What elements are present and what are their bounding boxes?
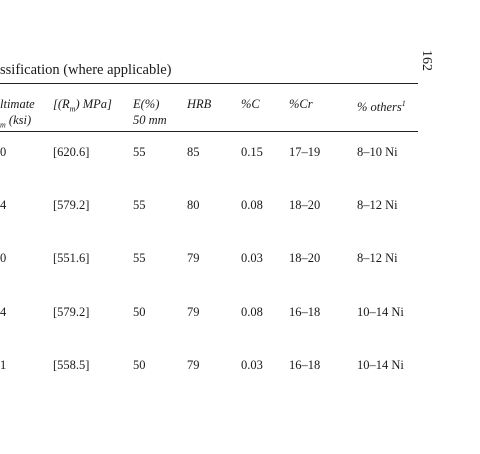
row1-ksi: 0 [0,145,7,159]
row3-others: 8–12 Ni [357,251,398,265]
header-elongation-line2: 50 mm [133,113,167,127]
row5-ksi: 1 [0,358,7,372]
row4-hrb: 79 [187,305,200,319]
row5-carbon: 0.03 [241,358,263,372]
header-others [357,96,406,115]
row2-ksi: 4 [0,198,7,212]
header-bottom-rule [0,131,418,132]
row4-carbon: 0.08 [241,305,263,319]
row1-hrb: 85 [187,145,200,159]
header-rm-sub: m [69,104,76,114]
row5-mpa: [558.5] [53,358,90,372]
header-carbon: %C [241,97,260,111]
page-number: 162 [419,50,434,71]
header-elongation-line1: E(%) [133,97,160,111]
header-ultimate-ksi [0,96,35,134]
row1-others: 8–10 Ni [357,145,398,159]
header-chromium: %Cr [289,97,313,111]
row3-mpa: [551.6] [53,251,90,265]
header-ultimate-sub: m [0,120,6,130]
row3-chromium: 18–20 [289,251,321,265]
header-rm-mpa [53,96,112,118]
row4-others: 10–14 Ni [357,305,404,319]
row3-carbon: 0.03 [241,251,263,265]
header-others-label: % others [357,100,402,115]
row4-mpa: [579.2] [53,305,90,319]
row1-mpa: [620.6] [53,145,90,159]
row3-hrb: 79 [187,251,200,265]
row4-chromium: 16–18 [289,305,321,319]
row4-elongation: 50 [133,305,146,319]
header-rm-pre: [(R [53,97,70,111]
row1-chromium: 17–19 [289,145,321,159]
header-others-footnote: 1 [401,99,406,108]
table-top-rule [0,83,418,84]
header-ultimate-line1: ltimate [0,97,35,111]
row2-carbon: 0.08 [241,198,263,212]
header-ultimate-line2-post: (ksi) [5,113,32,127]
row2-chromium: 18–20 [289,198,321,212]
row2-mpa: [579.2] [53,198,90,212]
header-rm-post: ) MPa] [75,97,112,111]
row5-elongation: 50 [133,358,146,372]
row2-elongation: 55 [133,198,146,212]
row3-ksi: 0 [0,251,7,265]
row5-chromium: 16–18 [289,358,321,372]
header-hrb: HRB [187,97,212,111]
row3-elongation: 55 [133,251,146,265]
row5-hrb: 79 [187,358,200,372]
row4-ksi: 4 [0,305,7,319]
row2-hrb: 80 [187,198,200,212]
header-elongation [133,96,167,128]
row2-others: 8–12 Ni [357,198,398,212]
row1-carbon: 0.15 [241,145,263,159]
row5-others: 10–14 Ni [357,358,404,372]
row1-elongation: 55 [133,145,146,159]
table-caption: ssification (where applicable) [0,62,172,78]
